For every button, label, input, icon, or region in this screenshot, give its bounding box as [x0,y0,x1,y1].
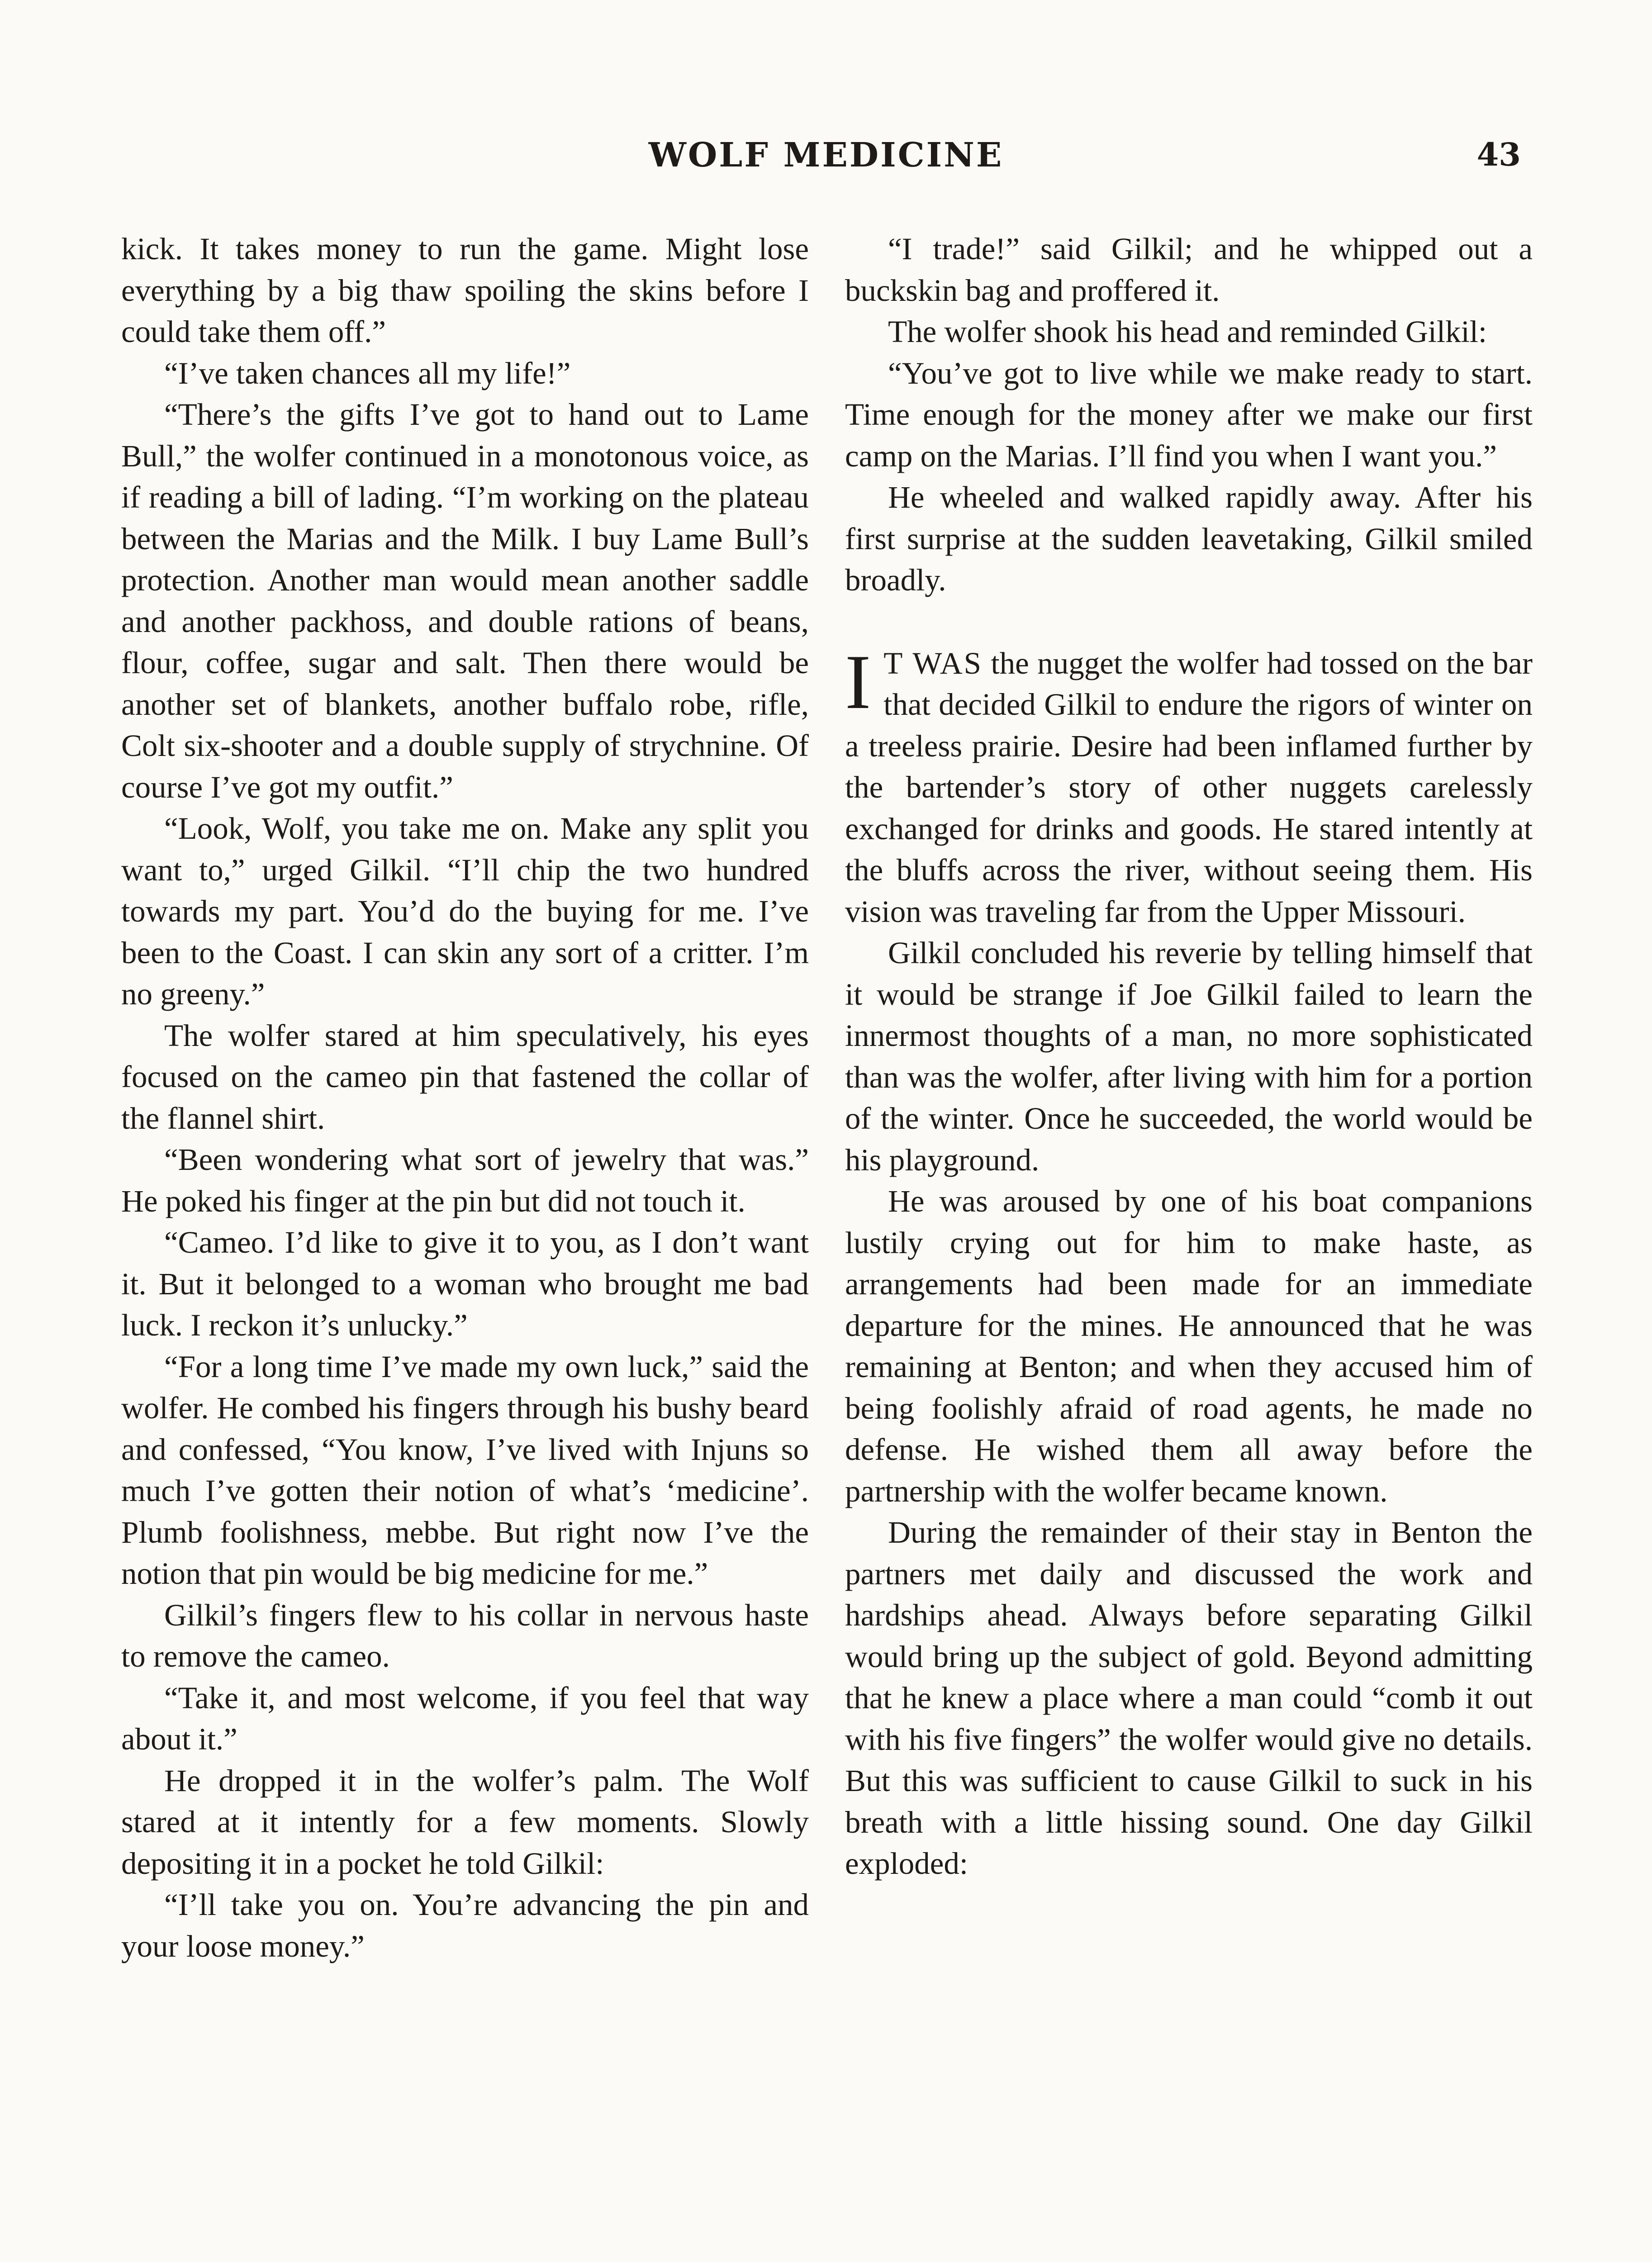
paragraph: “Been wondering what sort of jewelry that was.” He poked his finger at the pin but did not touch it. [121,1142,809,1218]
paragraph: “Look, Wolf, you take me on. Make any split you want to,” urged Gilkil. “I’ll chip the two hundred towards my part. You’d do the buying for me. I’ve been to the Coast. I can skin any sort of a critter. I’m no greeny.” [121,811,809,1011]
section-break-space [845,601,1533,643]
paragraph: “I trade!” said Gilkil; and he whipped out a buckskin bag and proffered it. [845,232,1533,308]
paragraph: “Cameo. I’d like to give it to you, as I don’t want it. But it belonged to a woman who brought me bad luck. I reckon it’s unlucky.” [121,1225,809,1342]
paragraph: kick. It takes money to run the game. Might lose everything by a big thaw spoiling the skins before I could take them off.” [121,232,809,349]
paragraph: “For a long time I’ve made my own luck,” said the wolfer. He combed his fingers through his bushy beard and confessed, “You know, I’ve lived with Injuns so much I’ve gotten their notion of what’s ‘medicine’. Plumb foolishness, mebbe. But right now I’ve the notion that pin would be big medicine for me.” [121,1349,809,1591]
paragraph: Gilkil concluded his reverie by telling himself that it would be strange if Joe Gilkil failed to learn the innermost thoughts of a man, no more sophisticated than was the wolfer, after living with him for a portion of the winter. Once he succeeded, the world would be his playground. [845,936,1533,1177]
section-opening-text: the nugget the wolfer had tossed on the bar that decided Gilkil to endure the rigors of winter on a treeless prairie. Desire had been inflamed further by the bartender’s story of other nuggets carelessly exchanged for drinks and goods. He stared intently at the bluffs across the river, without seeing them. His vision was traveling far from the Upper Missouri. [845,646,1533,929]
right-column [845,228,1533,1885]
running-header [118,136,1534,185]
paragraph: “Take it, and most welcome, if you feel that way about it.” [121,1680,809,1756]
drop-cap: I [845,639,871,725]
page-number: 43 [1476,136,1521,173]
paragraph: The wolfer shook his head and reminded Gilkil: [888,314,1487,349]
paragraph: “I’ll take you on. You’re advancing the pin and your loose money.” [121,1887,809,1963]
paragraph: During the remainder of their stay in Benton the partners met daily and discussed the work and hardships ahead. Always before separating Gilkil would bring up the subject of gold. Beyond admitting that he knew a place where a man could “comb it out with his five fingers” the wolfer would give no details. But this was sufficient to cause Gilkil to suck in his breath with a little hissing sound. One day Gilkil exploded: [845,1515,1533,1881]
paragraph: “I’ve taken chances all my life!” [164,356,571,390]
page-title: WOLF MEDICINE [648,136,1004,175]
paragraph: “You’ve got to live while we make ready to start. Time enough for the money after we make our first camp on the Marias. I’ll find you when I want you.” [845,356,1533,473]
paragraph: He was aroused by one of his boat companions lustily crying out for him to make haste, as arrangements had been made for an immediate departure for the mines. He announced that he was remaining at Benton; and when they accused him of being foolishly afraid of road agents, he made no defense. He wished them all away before the partnership with the wolfer became known. [845,1184,1533,1508]
paragraph: He wheeled and walked rapidly away. After his first surprise at the sudden leavetaking, Gilkil smiled broadly. [845,480,1533,597]
section-opening-paragraph [845,639,1533,933]
left-column [121,228,809,1967]
paragraph: Gilkil’s fingers flew to his collar in nervous haste to remove the cameo. [121,1597,809,1673]
paragraph: He dropped it in the wolfer’s palm. The Wolf stared at it intently for a few moments. Slowly depositing it in a pocket he told Gilkil: [121,1763,809,1881]
paragraph: “There’s the gifts I’ve got to hand out to Lame Bull,” the wolfer continued in a monotonous voice, as if reading a bill of lading. “I’m working on the plateau between the Marias and the Milk. I buy Lame Bull’s protection. Another man would mean another saddle and another packhoss, and double rations of beans, flour, coffee, sugar and salt. Then there would be another set of blankets, another buffalo robe, rifle, Colt six-shooter and a double supply of strychnine. Of course I’ve got my outfit.” [121,397,809,804]
paragraph: The wolfer stared at him speculatively, his eyes focused on the cameo pin that fastened the collar of the flannel shirt. [121,1018,809,1136]
small-caps-lead: T WAS [883,646,983,680]
